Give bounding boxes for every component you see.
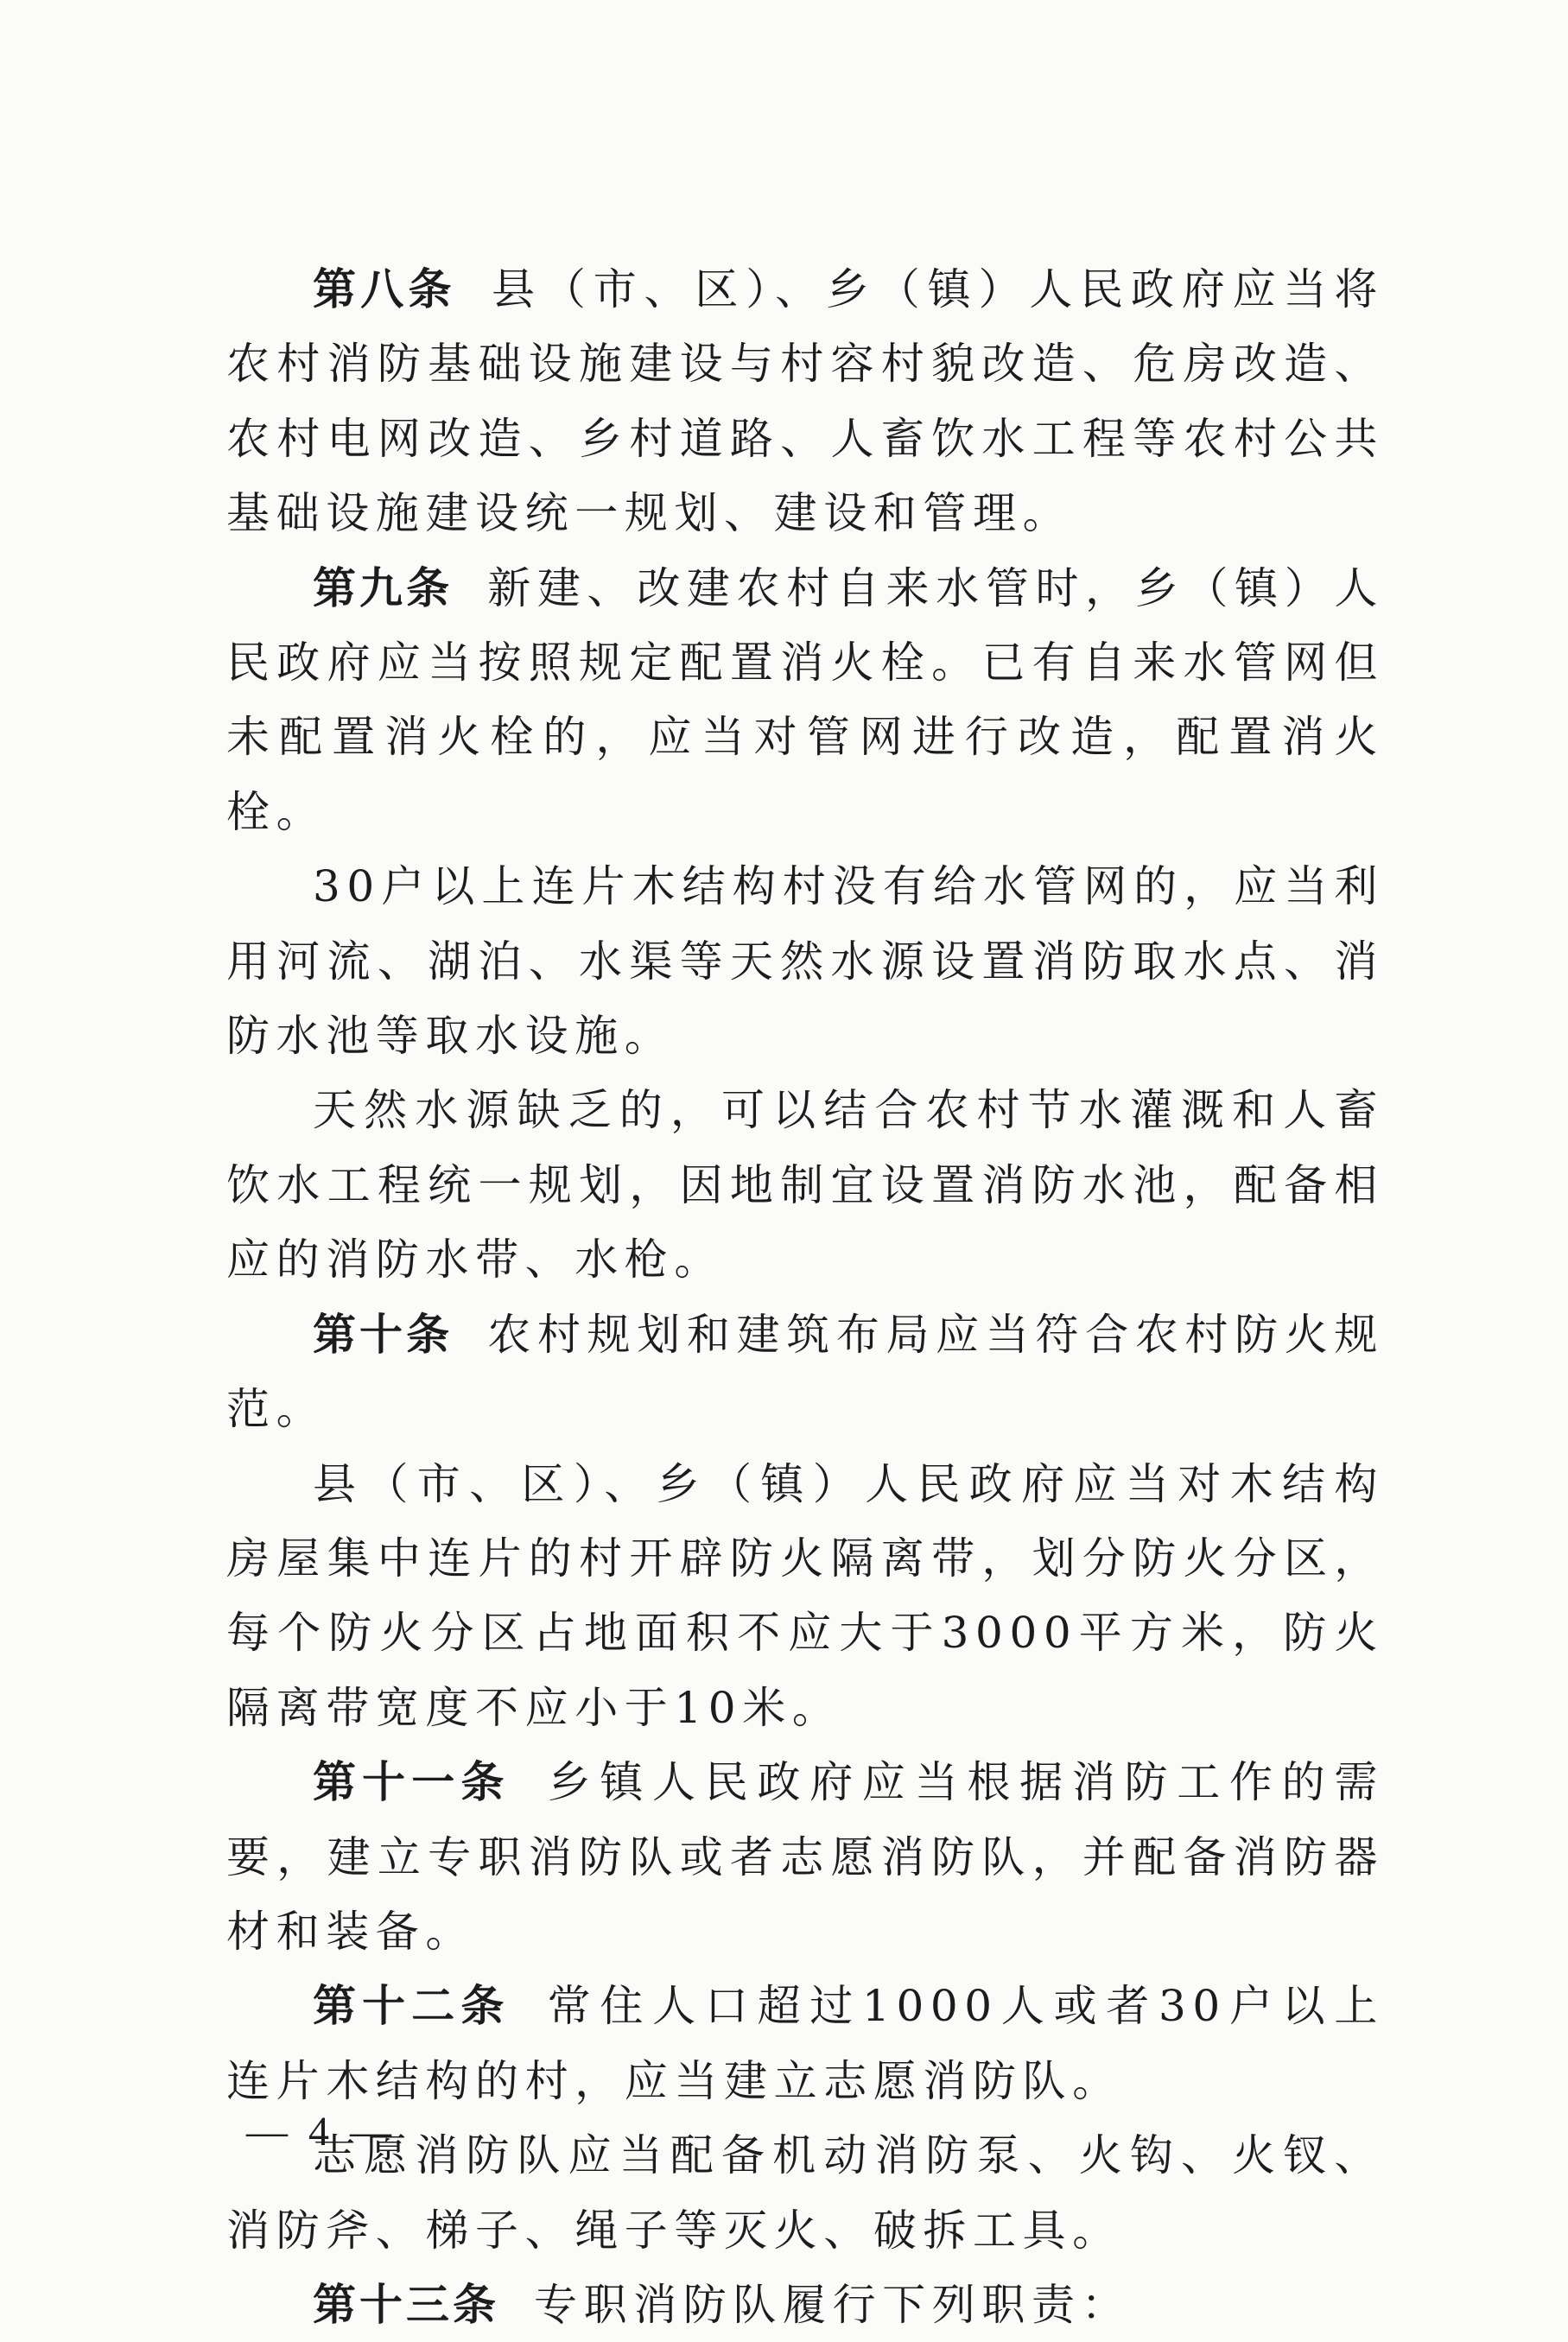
paragraph-text: 农村规划和建筑布局应当符合农村防火规范。: [226, 1309, 1384, 1435]
paragraph-text: 专职消防队履行下列职责：: [534, 2279, 1132, 2330]
regulation-body: [226, 252, 1384, 2342]
paragraph-text: 志愿消防队应当配备机动消防泵、火钩、火钗、消防斧、梯子、绳子等灭火、破拆工具。: [226, 2130, 1384, 2256]
paragraph-article-12: [226, 1969, 1384, 2118]
paragraph-text: 县（市、区）、乡（镇）人民政府应当对木结构房屋集中连片的村开辟防火隔离带，划分防火分区，每个防火分区占地面积不应大于3000平方米，防火隔离带宽度不应小于10米。: [226, 1458, 1384, 1733]
paragraph-article-8: [226, 252, 1384, 551]
paragraph-article-9: [226, 551, 1384, 850]
page-number: — 4 —: [246, 2109, 397, 2155]
paragraph-water-network: [226, 849, 1384, 1073]
article-heading: 第十三条: [313, 2279, 499, 2330]
paragraph-water-source: [226, 1073, 1384, 1297]
article-heading: 第十一条: [313, 1757, 511, 1808]
paragraph-article-10: [226, 1298, 1384, 1447]
paragraph-text: 常住人口超过1000人或者30户以上连片木结构的村，应当建立志愿消防队。: [226, 1981, 1385, 2106]
paragraph-text: 县（市、区）、乡（镇）人民政府应当将农村消防基础设施建设与村容村貌改造、危房改造、农村电网改造、乡村道路、人畜饮水工程等农村公共基础设施建设统一规划、建设和管理。: [226, 264, 1384, 539]
paragraph-article-13: [226, 2268, 1384, 2342]
paragraph-text: 新建、改建农村自来水管时，乡（镇）人民政府应当按照规定配置消火栓。已有自来水管网但未配置消火栓的，应当对管网进行改造，配置消火栓。: [226, 562, 1384, 837]
paragraph-volunteer-equipment: [226, 2118, 1384, 2268]
paragraph-firebreak: [226, 1447, 1384, 1746]
article-heading: 第八条: [313, 264, 456, 314]
paragraph-text: 乡镇人民政府应当根据消防工作的需要，建立专职消防队或者志愿消防队，并配备消防器材和装备。: [226, 1757, 1384, 1957]
article-heading: 第九条: [313, 562, 454, 613]
paragraph-text: 天然水源缺乏的，可以结合农村节水灌溉和人畜饮水工程统一规划，因地制宜设置消防水池，配备相应的消防水带、水枪。: [226, 1085, 1384, 1285]
article-heading: 第十条: [313, 1309, 454, 1360]
paragraph-article-11: [226, 1745, 1384, 1969]
article-heading: 第十二条: [313, 1981, 511, 2032]
paragraph-text: 30户以上连片木结构村没有给水管网的，应当利用河流、湖泊、水渠等天然水源设置消防取水点、消防水池等取水设施。: [226, 861, 1384, 1062]
